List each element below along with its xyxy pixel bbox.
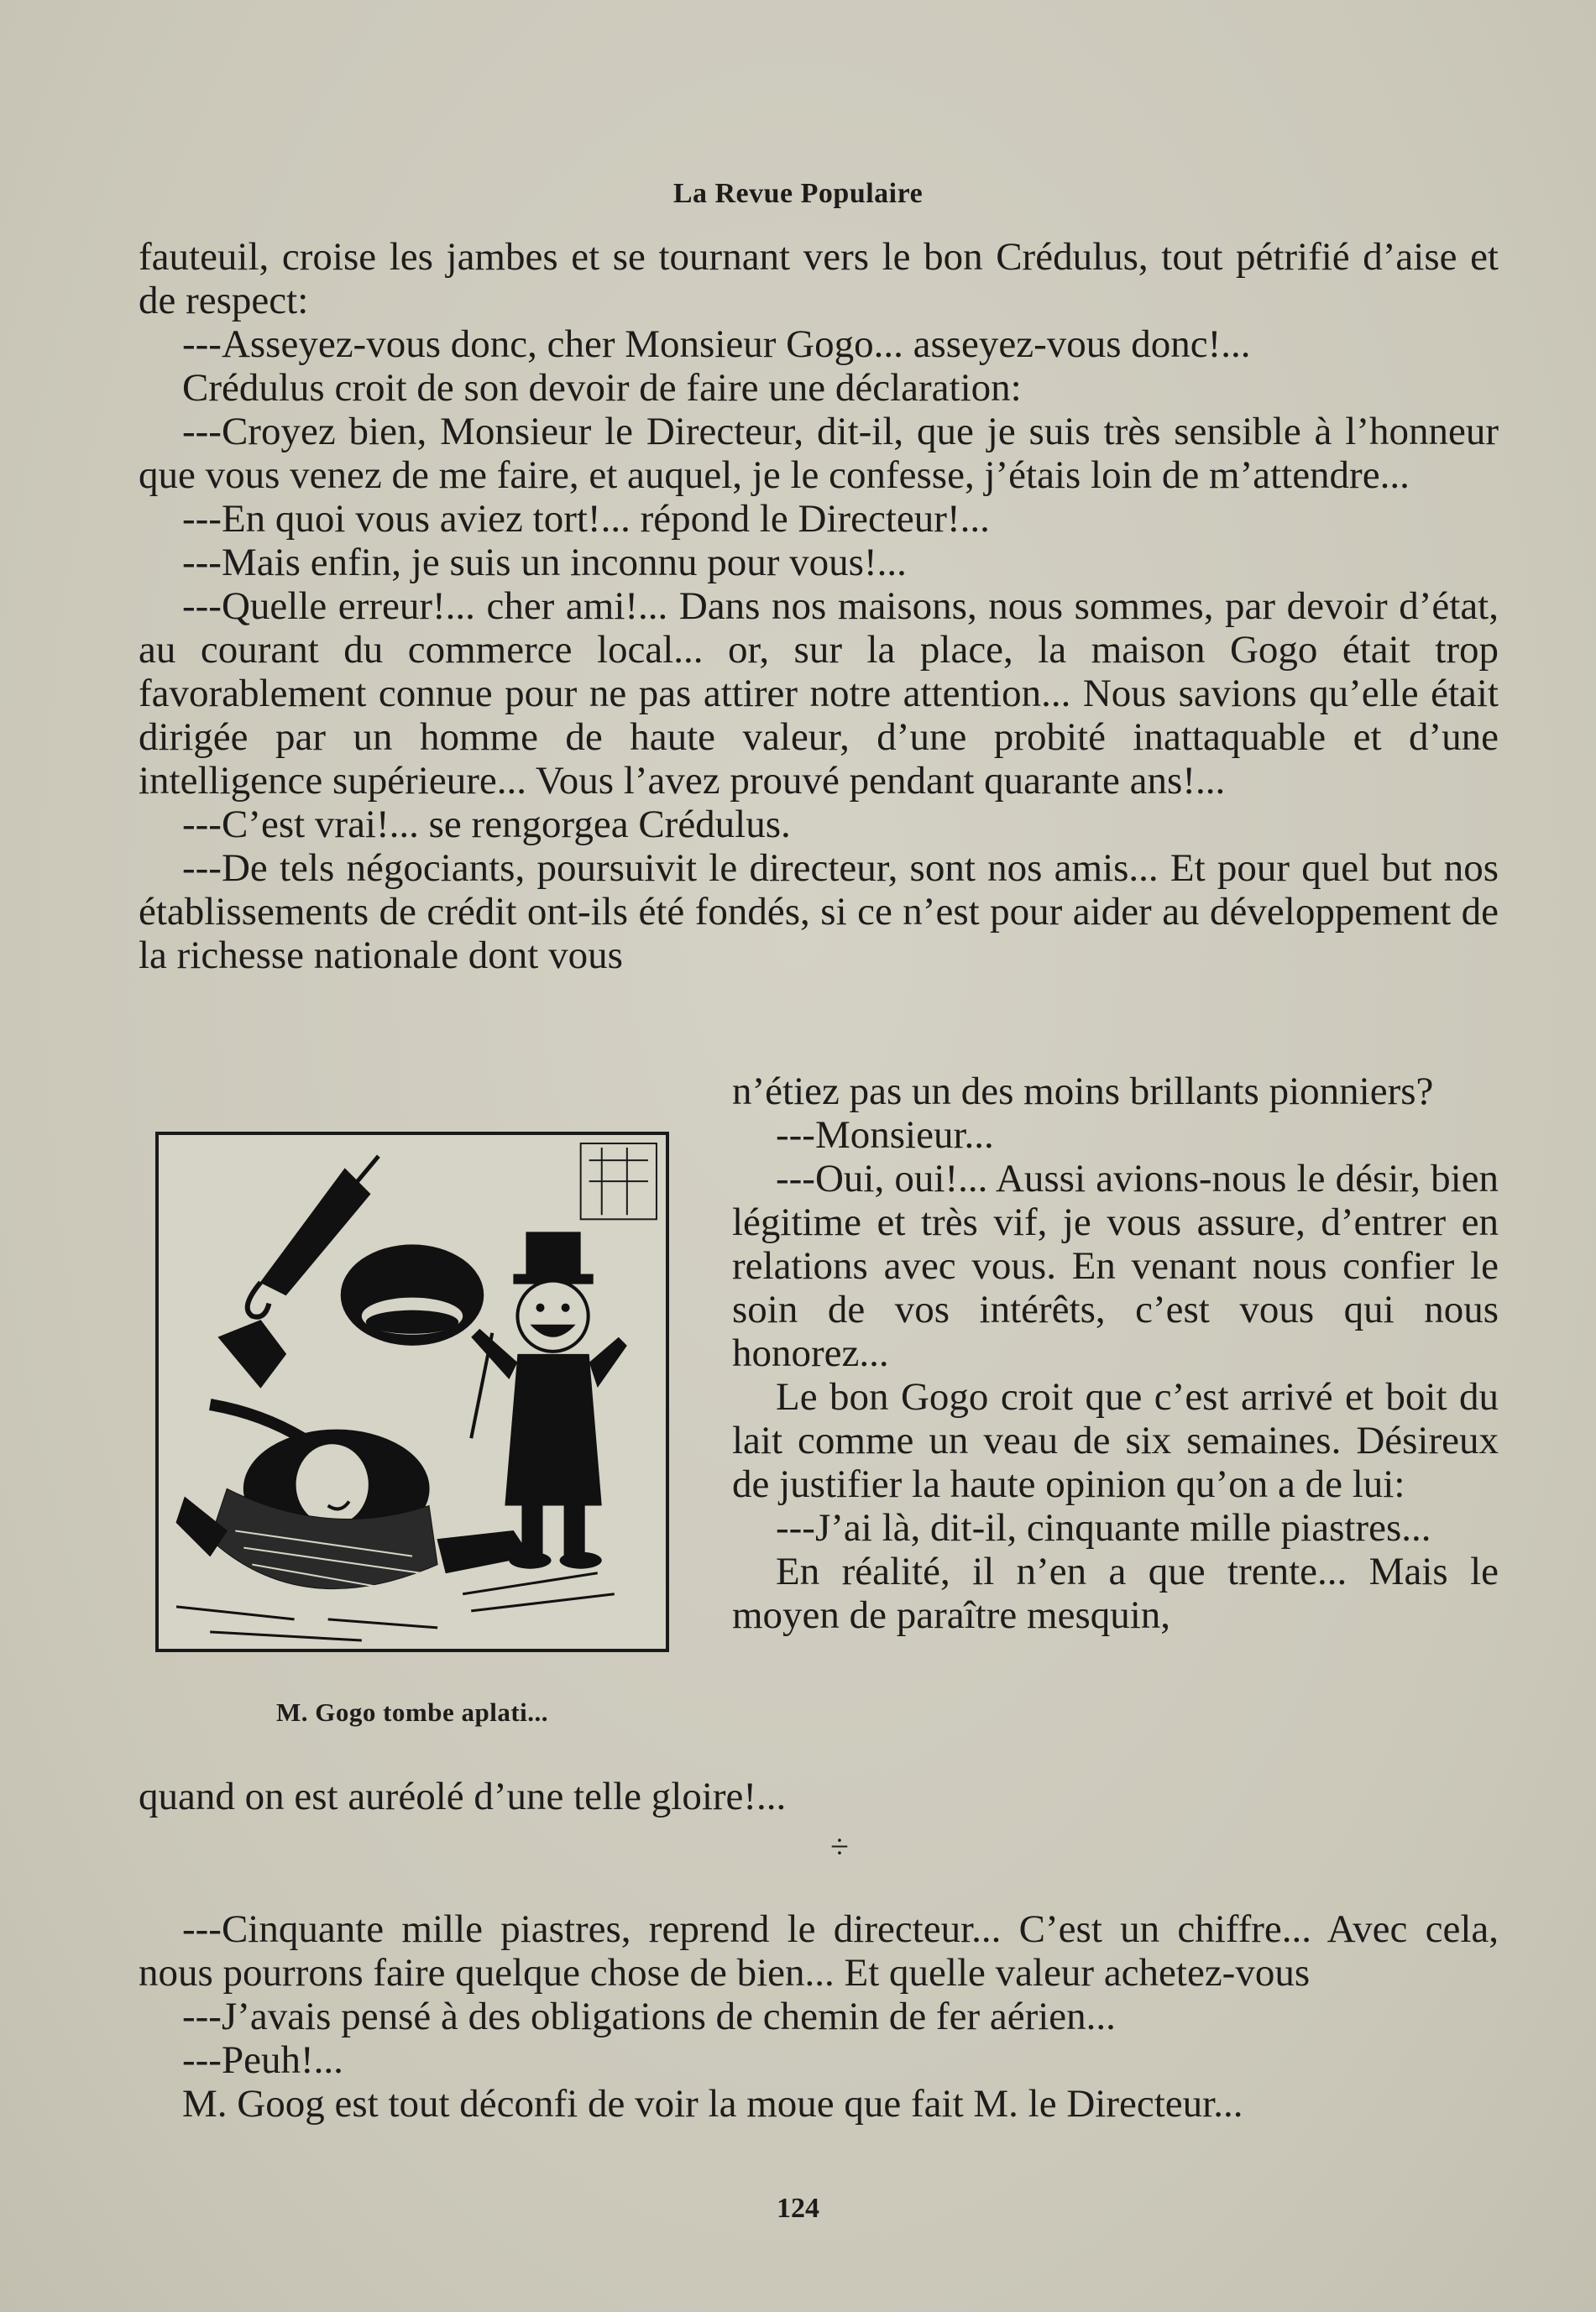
paragraph: ---Monsieur... bbox=[776, 1113, 994, 1157]
body-text-closing bbox=[139, 1775, 1499, 1818]
paragraph: M. Goog est tout déconfi de voir la moue que fait M. le Directeur... bbox=[182, 2082, 1243, 2126]
running-head: La Revue Populaire bbox=[672, 178, 924, 209]
paragraph: ---C’est vrai!... se rengorgea Crédulus. bbox=[182, 803, 791, 846]
paragraph: ---Oui, oui!... Aussi avions-nous le désir, bien légitime et très vif, je vous assure, d’entrer en relations avec vous. En venant nous confier le soin de vos intérêts, c’est vous qui nous honorez... bbox=[732, 1157, 1499, 1375]
paragraph: fauteuil, croise les jambes et se tournant vers le bon Crédulus, tout pétrifié d’aise et de respect: bbox=[139, 235, 1499, 322]
body-text-bottom bbox=[139, 1907, 1499, 2126]
paragraph: ---J’avais pensé à des obligations de chemin de fer aérien... bbox=[182, 1995, 1116, 2038]
paragraph: ---Mais enfin, je suis un inconnu pour vous!... bbox=[182, 541, 907, 584]
motion-lines bbox=[176, 1573, 615, 1640]
building-sketch bbox=[581, 1143, 657, 1219]
paragraph: Le bon Gogo croit que c’est arrivé et boit du lait comme un veau de six semaines. Désireux de justifier la haute opinion qu’on a de lui: bbox=[732, 1375, 1499, 1506]
figure-caption: M. Gogo tombe aplati... bbox=[275, 1697, 549, 1727]
paragraph: ---Peuh!... bbox=[182, 2038, 343, 2082]
cartoon-drawing bbox=[159, 1135, 666, 1649]
laughing-man bbox=[471, 1232, 627, 1568]
paragraph: ---De tels négociants, poursuivit le directeur, sont nos amis... Et pour quel but nos établissements de crédit ont-ils été fondés, si ce n’est pour aider au développement de la richesse nationale dont vous bbox=[139, 846, 1499, 977]
paragraph: ---Cinquante mille piastres, reprend le directeur... C’est un chiffre... Avec cela, nous pourrons faire quelque chose de bien... Et quelle valeur achetez-vous bbox=[139, 1907, 1499, 1995]
cartoon-illustration bbox=[155, 1132, 669, 1652]
paragraph: ---J’ai là, dit-il, cinquante mille piastres... bbox=[776, 1506, 1431, 1550]
paragraph: ---Asseyez-vous donc, cher Monsieur Gogo... asseyez-vous donc!... bbox=[182, 322, 1251, 366]
bowler-hat bbox=[341, 1244, 484, 1345]
body-text-top bbox=[139, 235, 1499, 977]
section-divider: ÷ bbox=[830, 1828, 849, 1865]
body-text-wrapped bbox=[732, 1070, 1499, 1637]
paragraph: ---Quelle erreur!... cher ami!... Dans nos maisons, nous sommes, par devoir d’état, au courant du commerce local... or, sur la place, la maison Gogo était trop favorablement connue pour ne pas attirer notre attention... Nous savions qu’elle était dirigée par un homme de haute valeur, d’une probité inattaquable et d’une intelligence supérieure... Vous l’avez prouvé pendant quarante ans!... bbox=[139, 584, 1499, 803]
paragraph: Crédulus croit de son devoir de faire une déclaration: bbox=[182, 366, 1022, 410]
paragraph: ---En quoi vous aviez tort!... répond le Directeur!... bbox=[182, 497, 990, 541]
page-number: 124 bbox=[777, 2193, 819, 2224]
paragraph: En réalité, il n’en a que trente... Mais le moyen de paraître mesquin, bbox=[732, 1550, 1499, 1637]
paragraph: ---Croyez bien, Monsieur le Directeur, dit-il, que je suis très sensible à l’honneur que vous venez de me faire, et auquel, je le confesse, j’étais loin de m’attendre... bbox=[139, 410, 1499, 497]
paragraph: quand on est auréolé d’une telle gloire!... bbox=[139, 1775, 787, 1818]
paragraph: n’étiez pas un des moins brillants pionniers? bbox=[732, 1070, 1434, 1113]
falling-man bbox=[176, 1321, 530, 1590]
